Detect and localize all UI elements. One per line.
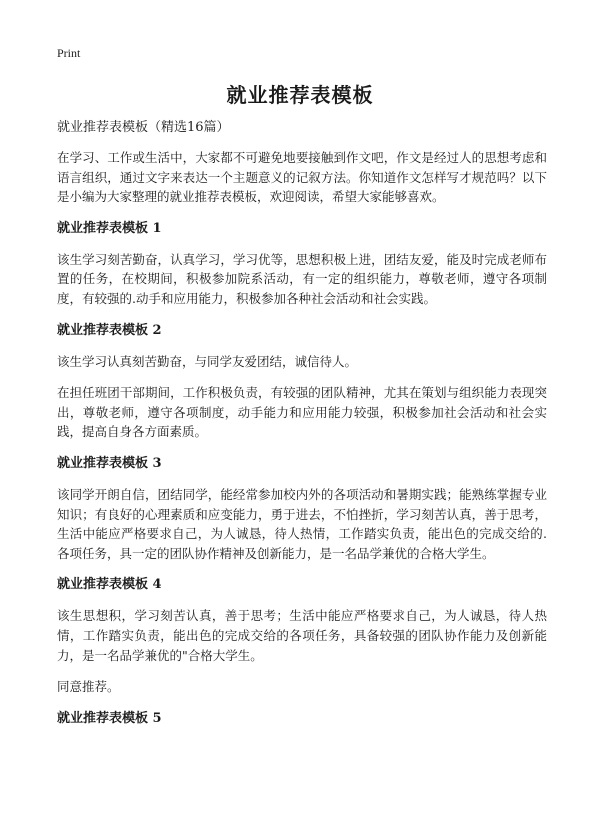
intro-paragraph: 在学习、工作或生活中，大家都不可避免地要接触到作文吧，作文是经过人的思想考虑和语言组织，通过文字来表达一个主题意义的记叙方法。你知道作文怎样写才规范吗？以下是小编为大家整理的就业推荐表模板，欢迎阅读，希望大家能够喜欢。 [57,150,547,205]
section-4 [57,575,547,696]
section-paragraph: 同意推荐。 [57,679,120,695]
section-paragraph: 该同学开朗自信，团结同学，能经常参加校内外的各项活动和暑期实践；能熟练掌握专业知识；有良好的心理素质和应变能力，勇于进去，不怕挫折，学习刻苦认真，善于思考，生活中能应严格要求自己，为人诚恳，待人热情，工作踏实负责，能出色的完成交给的.各项任务，具一定的团队协作精神及创新能力，是一名品学兼优的合格大学生。 [57,486,547,561]
section-heading: 就业推荐表模板 5 [57,710,162,726]
section-paragraph: 该生学习认真刻苦勤奋，与同学友爱团结，诚信待人。 [57,353,358,369]
section-paragraph: 在担任班团干部期间，工作积极负责，有较强的团队精神，尤其在策划与组织能力表现突出，尊敬老师，遵守各项制度，动手能力和应用能力较强，积极参加社会活动和社会实践，提高自身各方面素质。 [57,385,547,440]
section-heading: 就业推荐表模板 1 [57,220,162,236]
document-subtitle: 就业推荐表模板（精选16篇） [57,120,230,135]
section-1 [57,219,547,309]
section-5 [57,709,547,728]
section-paragraph: 该生学习刻苦勤奋，认真学习，学习优等，思想积极上进，团结友爱，能及时完成老师布置的任务，在校期间，积极参加院系活动，有一定的组织能力，尊敬老师，遵守各项制度，有较强的.动手和应用能力，积极参加各种社会活动和社会实践。 [57,251,547,306]
section-heading: 就业推荐表模板 4 [57,577,162,593]
section-3 [57,454,547,563]
section-heading: 就业推荐表模板 3 [57,455,162,471]
document-title: 就业推荐表模板 [226,83,374,107]
document-body [57,118,547,740]
section-paragraph: 该生思想积，学习刻苦认真，善于思考；生活中能应严格要求自己，为人诚恳，待人热情，工作踏实负责，能出色的完成交给的各项任务，具备较强的团队协作能力及创新能力，是一名品学兼优的"合格大学生。 [57,608,547,663]
section-2 [57,321,547,442]
print-link[interactable]: Print [57,46,81,60]
section-heading: 就业推荐表模板 2 [57,322,162,338]
